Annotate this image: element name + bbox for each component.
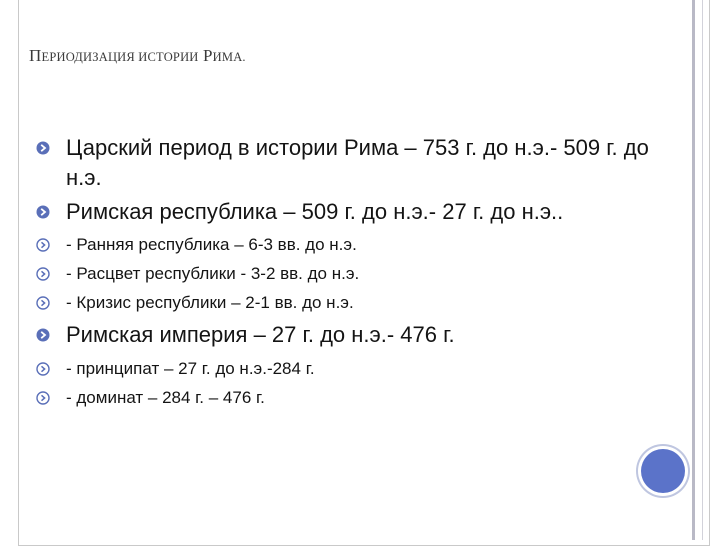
bullet-text: - Кризис республики – 2-1 вв. до н.э.	[66, 293, 354, 312]
arrow-circle-outline-icon	[36, 296, 50, 310]
decorative-circle	[641, 449, 685, 493]
slide-title	[29, 46, 246, 66]
bullet-item-republic-heyday	[36, 262, 676, 286]
arrow-circle-icon	[36, 141, 50, 155]
bullet-item-roman-republic	[36, 197, 676, 227]
arrow-circle-outline-icon	[36, 391, 50, 405]
title-part-2: ИМА.	[212, 50, 246, 64]
bullet-text: - доминат – 284 г. – 476 г.	[66, 388, 265, 407]
arrow-circle-outline-icon	[36, 267, 50, 281]
bullet-text: - принципат – 27 г. до н.э.-284 г.	[66, 359, 315, 378]
bullet-text: Римская республика – 509 г. до н.э.- 27 г. до н.э..	[66, 199, 564, 224]
title-first-letter: П	[29, 46, 42, 65]
bullet-item-dominate	[36, 386, 676, 410]
bullet-item-tsarist-period	[36, 133, 676, 193]
arrow-circle-outline-icon	[36, 238, 50, 252]
bullet-item-principate	[36, 357, 676, 381]
title-second-capital: Р	[198, 46, 213, 65]
right-border-rule-thin	[702, 0, 703, 540]
arrow-circle-outline-icon	[36, 362, 50, 376]
bullet-text: - Ранняя республика – 6-3 вв. до н.э.	[66, 235, 357, 254]
arrow-circle-icon	[36, 328, 50, 342]
title-part-1: ЕРИОДИЗАЦИЯ ИСТОРИИ	[41, 50, 199, 64]
arrow-circle-icon	[36, 205, 50, 219]
bullet-text: - Расцвет республики - 3-2 вв. до н.э.	[66, 264, 360, 283]
bullet-item-republic-crisis	[36, 291, 676, 315]
bullet-item-early-republic	[36, 233, 676, 257]
bullet-text: Римская империя – 27 г. до н.э.- 476 г.	[66, 322, 455, 347]
bullet-item-roman-empire	[36, 320, 676, 350]
bullet-text: Царский период в истории Рима – 753 г. до н.э.- 509 г. до н.э.	[66, 135, 649, 190]
right-border-rule	[692, 0, 695, 540]
